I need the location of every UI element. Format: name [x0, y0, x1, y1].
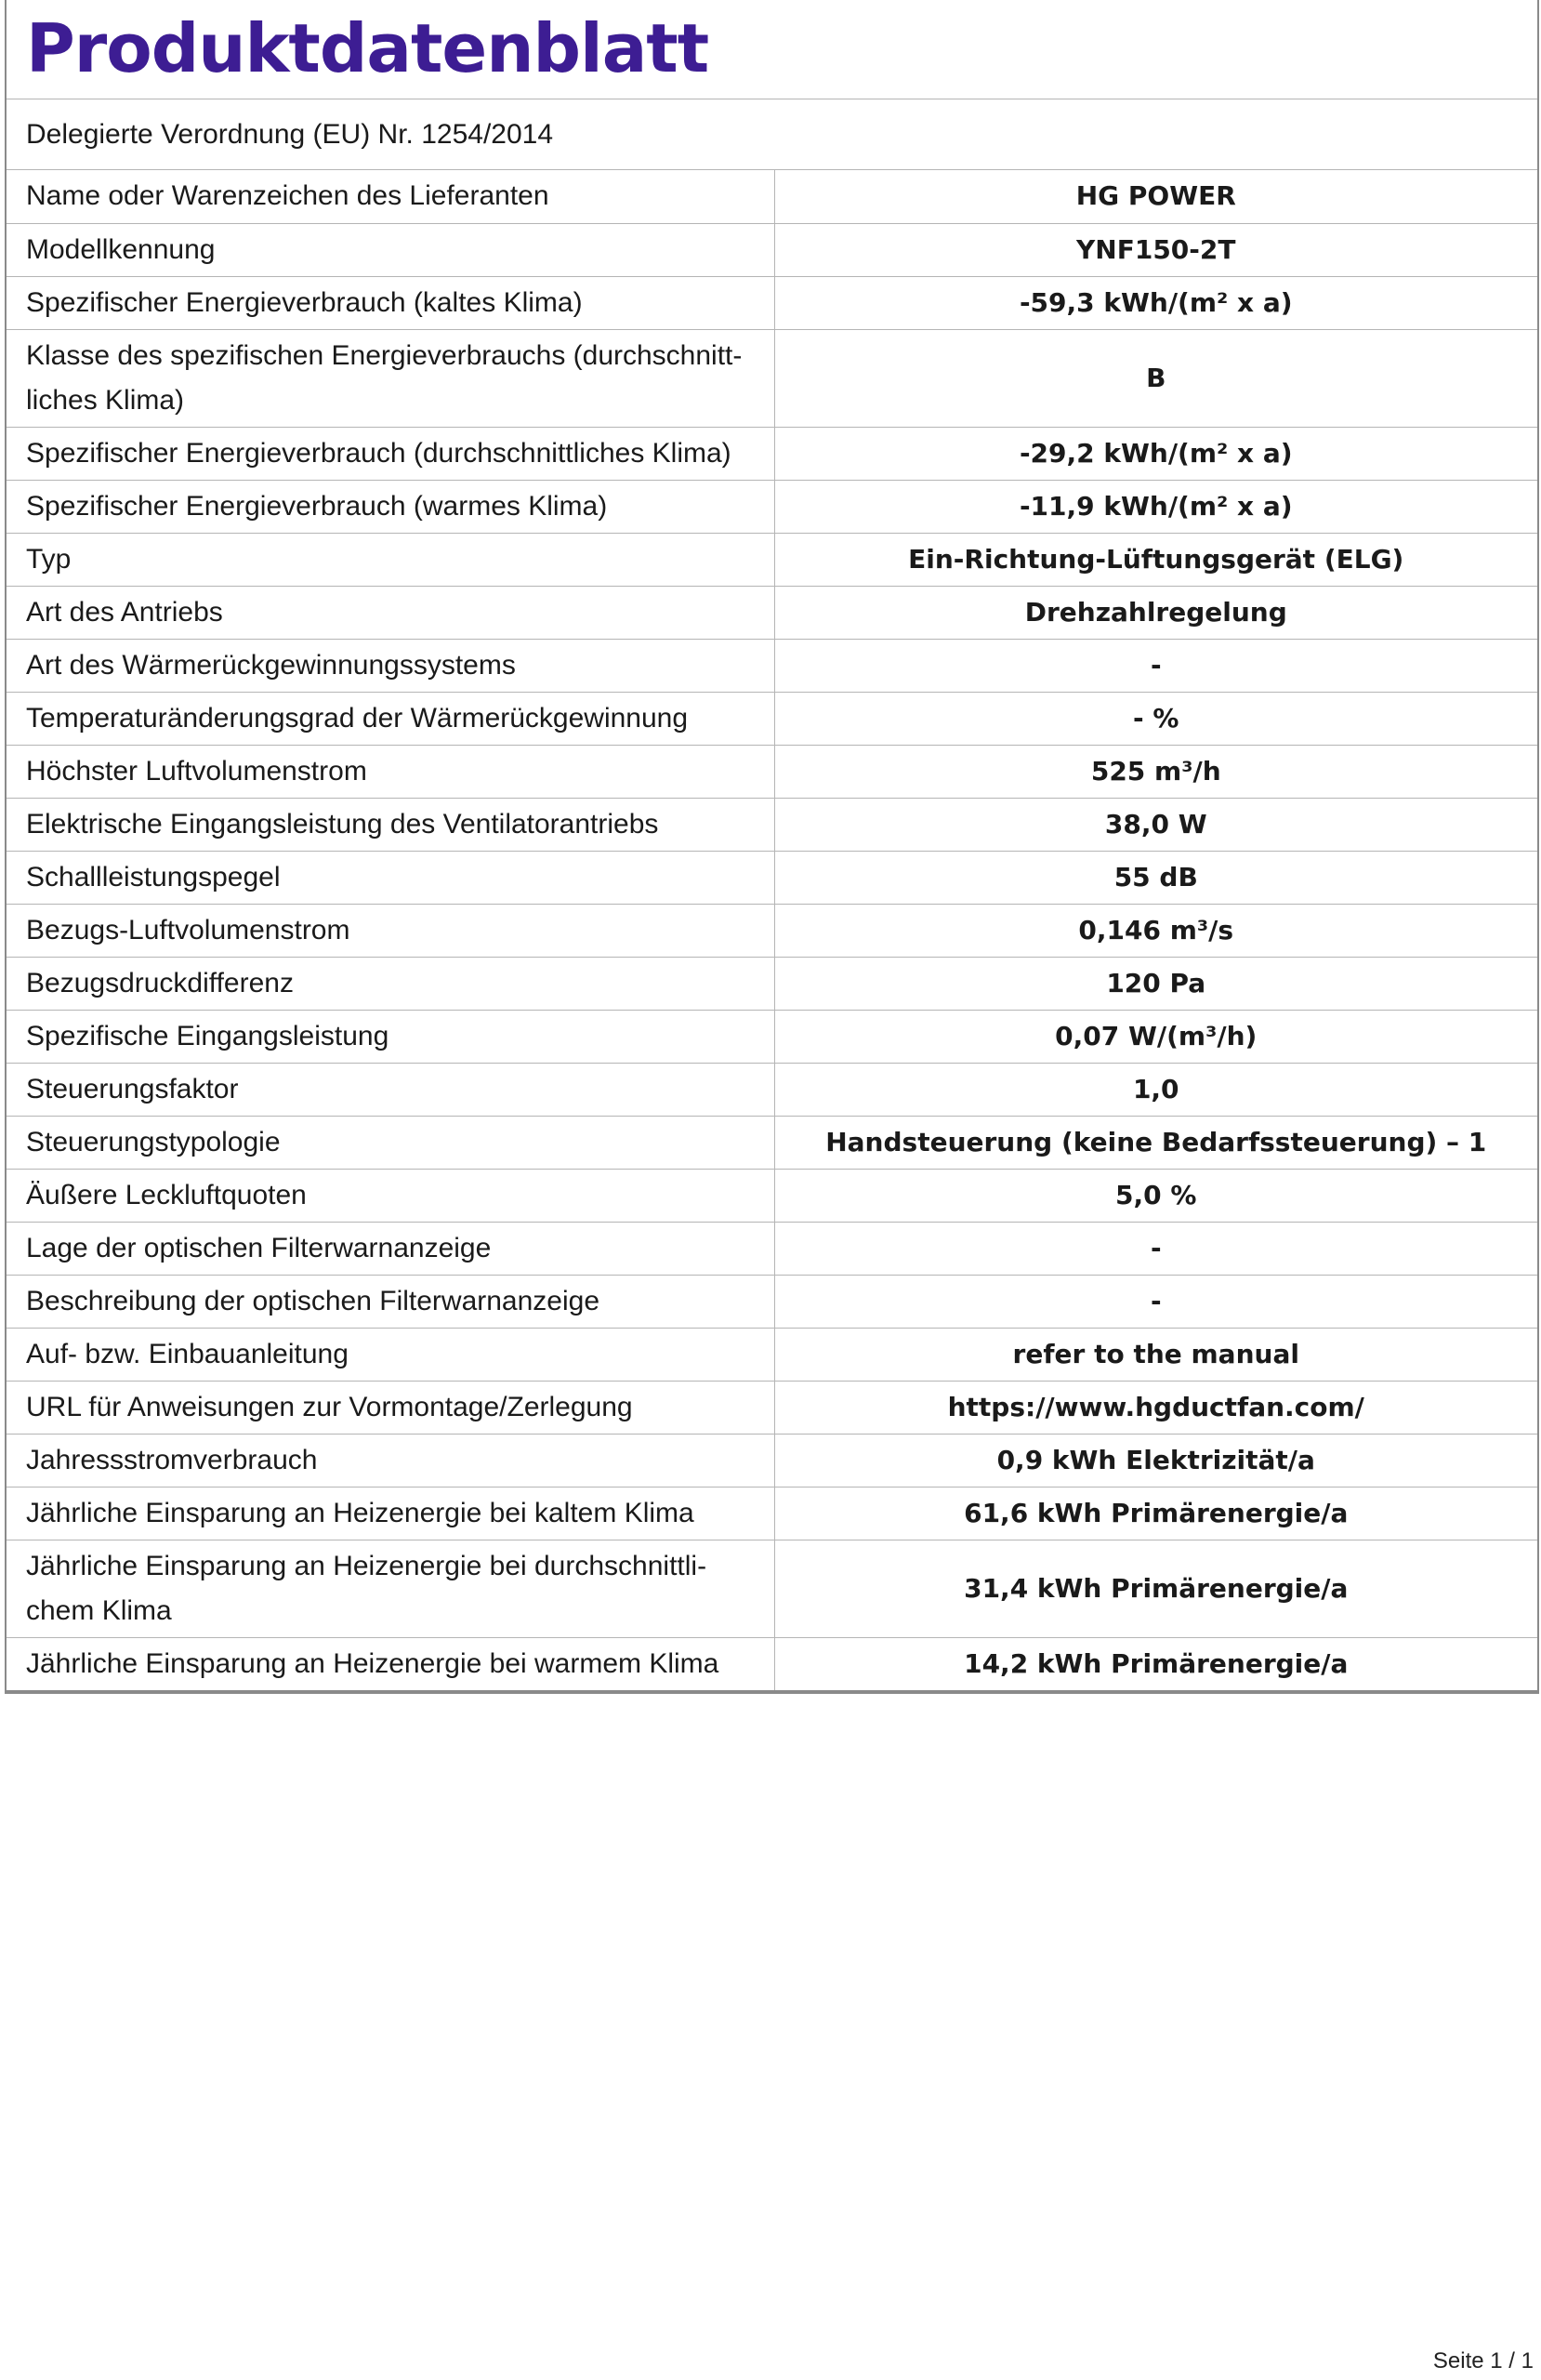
- title-row: [7, 0, 1537, 99]
- table-row: [7, 957, 1537, 1010]
- row-value: HG POWER: [774, 170, 1537, 223]
- row-value: 120 Pa: [774, 957, 1537, 1010]
- table-row: [7, 1010, 1537, 1063]
- row-value: - %: [774, 692, 1537, 745]
- row-label: Jährliche Einsparung an Heizenergie bei durchschnittli-chem Klima: [7, 1540, 774, 1637]
- row-value: 1,0: [774, 1063, 1537, 1116]
- row-label: URL für Anweisungen zur Vormontage/Zerlegung: [7, 1381, 774, 1434]
- row-value: 0,9 kWh Elektrizität/a: [774, 1434, 1537, 1487]
- row-value: -11,9 kWh/(m² x a): [774, 480, 1537, 533]
- row-label: Beschreibung der optischen Filterwarnanzeige: [7, 1275, 774, 1328]
- row-value: -29,2 kWh/(m² x a): [774, 427, 1537, 480]
- row-value: 55 dB: [774, 851, 1537, 904]
- table-row: [7, 427, 1537, 480]
- regulation-reference: Delegierte Verordnung (EU) Nr. 1254/2014: [7, 99, 1537, 170]
- page-number: Seite 1 / 1: [1432, 2348, 1534, 2373]
- row-label: Spezifischer Energieverbrauch (warmes Klima): [7, 480, 774, 533]
- row-value: 61,6 kWh Primärenergie/a: [774, 1487, 1537, 1540]
- table-row: [7, 480, 1537, 533]
- row-label: Lage der optischen Filterwarnanzeige: [7, 1222, 774, 1275]
- table-row: [7, 1637, 1537, 1691]
- datasheet: [5, 0, 1539, 1694]
- row-label: Bezugsdruckdifferenz: [7, 957, 774, 1010]
- row-value: Handsteuerung (keine Bedarfssteuerung) – 1: [774, 1116, 1537, 1169]
- row-value: 5,0 %: [774, 1169, 1537, 1222]
- row-value: refer to the manual: [774, 1328, 1537, 1381]
- table-row: [7, 1434, 1537, 1487]
- row-value: 38,0 W: [774, 798, 1537, 851]
- row-value: -59,3 kWh/(m² x a): [774, 276, 1537, 329]
- table-row: [7, 1116, 1537, 1169]
- row-label: Elektrische Eingangsleistung des Ventilatorantriebs: [7, 798, 774, 851]
- table-row: [7, 639, 1537, 692]
- table-row: [7, 1381, 1537, 1434]
- row-label: Art des Antriebs: [7, 586, 774, 639]
- row-value: Drehzahlregelung: [774, 586, 1537, 639]
- row-label: Spezifischer Energieverbrauch (kaltes Klima): [7, 276, 774, 329]
- row-value: Ein-Richtung-Lüftungsgerät (ELG): [774, 533, 1537, 586]
- row-label: Auf- bzw. Einbauanleitung: [7, 1328, 774, 1381]
- row-value: 31,4 kWh Primärenergie/a: [774, 1540, 1537, 1637]
- row-label: Äußere Leckluftquoten: [7, 1169, 774, 1222]
- table-row: [7, 170, 1537, 223]
- row-value: -: [774, 639, 1537, 692]
- table-row: [7, 223, 1537, 276]
- row-value: 525 m³/h: [774, 745, 1537, 798]
- table-row: [7, 1540, 1537, 1637]
- row-value: -: [774, 1222, 1537, 1275]
- row-label: Jährliche Einsparung an Heizenergie bei warmem Klima: [7, 1637, 774, 1691]
- table-row: [7, 904, 1537, 957]
- row-value: https://www.hgductfan.com/: [774, 1381, 1537, 1434]
- row-value: YNF150-2T: [774, 223, 1537, 276]
- row-label: Spezifischer Energieverbrauch (durchschnittliches Klima): [7, 427, 774, 480]
- table-row: [7, 745, 1537, 798]
- row-label: Temperaturänderungsgrad der Wärmerückgewinnung: [7, 692, 774, 745]
- row-label: Schallleistungspegel: [7, 851, 774, 904]
- row-label: Modellkennung: [7, 223, 774, 276]
- page-title: Produktdatenblatt: [26, 9, 709, 87]
- table-row: [7, 329, 1537, 427]
- row-label: Höchster Luftvolumenstrom: [7, 745, 774, 798]
- spec-table: [7, 170, 1537, 1692]
- row-value: 0,146 m³/s: [774, 904, 1537, 957]
- row-label: Bezugs-Luftvolumenstrom: [7, 904, 774, 957]
- table-row: [7, 1063, 1537, 1116]
- row-label: Spezifische Eingangsleistung: [7, 1010, 774, 1063]
- row-value: B: [774, 329, 1537, 427]
- row-value: 0,07 W/(m³/h): [774, 1010, 1537, 1063]
- table-row: [7, 533, 1537, 586]
- table-row: [7, 1169, 1537, 1222]
- row-label: Jahressstromverbrauch: [7, 1434, 774, 1487]
- table-row: [7, 1275, 1537, 1328]
- table-row: [7, 1487, 1537, 1540]
- table-row: [7, 851, 1537, 904]
- row-label: Typ: [7, 533, 774, 586]
- table-row: [7, 1328, 1537, 1381]
- row-label: Klasse des spezifischen Energieverbrauchs (durchschnitt-liches Klima): [7, 329, 774, 427]
- table-row: [7, 692, 1537, 745]
- table-row: [7, 586, 1537, 639]
- row-value: -: [774, 1275, 1537, 1328]
- table-row: [7, 276, 1537, 329]
- table-row: [7, 1222, 1537, 1275]
- row-label: Jährliche Einsparung an Heizenergie bei kaltem Klima: [7, 1487, 774, 1540]
- row-label: Art des Wärmerückgewinnungssystems: [7, 639, 774, 692]
- table-row: [7, 798, 1537, 851]
- row-value: 14,2 kWh Primärenergie/a: [774, 1637, 1537, 1691]
- row-label: Name oder Warenzeichen des Lieferanten: [7, 170, 774, 223]
- row-label: Steuerungsfaktor: [7, 1063, 774, 1116]
- row-label: Steuerungstypologie: [7, 1116, 774, 1169]
